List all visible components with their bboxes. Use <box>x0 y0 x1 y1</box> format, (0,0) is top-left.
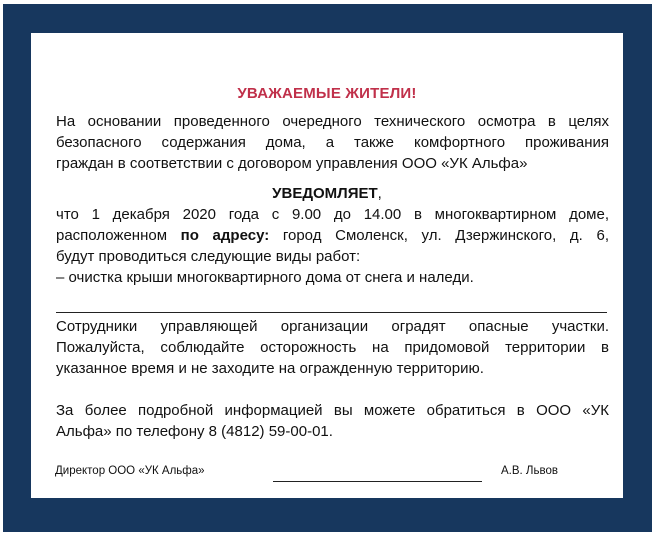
director-label: Директор ООО «УК Альфа» <box>55 465 205 477</box>
notice-title: УВАЖАЕМЫЕ ЖИТЕЛИ! <box>237 85 417 102</box>
notice-frame <box>3 4 652 532</box>
works-paragraph <box>56 204 609 288</box>
notify-comma: , <box>377 185 382 202</box>
notice-sheet <box>31 33 623 498</box>
notify-heading <box>31 183 623 204</box>
warning-paragraph <box>56 316 609 379</box>
section-divider <box>56 312 607 313</box>
works-item: – очистка крыши многоквартирного дома от снега и наледи. <box>56 269 474 286</box>
warning-line: указанное время и не заходите на огражденную территорию. <box>56 360 484 377</box>
signature-line <box>273 481 482 482</box>
intro-line: На основании проведенного очередного технического осмотра в целях <box>56 113 609 130</box>
warning-line: Пожалуйста, соблюдайте осторожность на придомовой территории в <box>56 339 609 356</box>
intro-line: граждан в соответствии с договором управления ООО «УК Альфа» <box>56 155 528 172</box>
intro-paragraph <box>56 111 609 174</box>
works-line: что 1 декабря 2020 года с 9.00 до 14.00 в многоквартирном доме, <box>56 206 609 223</box>
contact-line: За более подробной информацией вы можете обратиться в ООО «УК <box>56 402 609 419</box>
contact-paragraph <box>56 400 609 442</box>
contact-line: Альфа» по телефону 8 (4812) 59-00-01. <box>56 423 333 440</box>
address-label: по адресу: <box>180 227 270 244</box>
signer-name: А.В. Львов <box>501 465 558 477</box>
address-line <box>56 225 609 246</box>
works-line: будут проводиться следующие виды работ: <box>56 248 361 265</box>
address-value: город Смоленск, ул. Дзержинского, д. 6, <box>269 227 609 244</box>
notify-word: УВЕДОМЛЯЕТ <box>272 185 378 202</box>
warning-line: Сотрудники управляющей организации оградят опасные участки. <box>56 318 609 335</box>
intro-line: безопасного содержания дома, а также комфортного проживания <box>56 134 609 151</box>
address-prefix: расположенном <box>56 227 181 244</box>
